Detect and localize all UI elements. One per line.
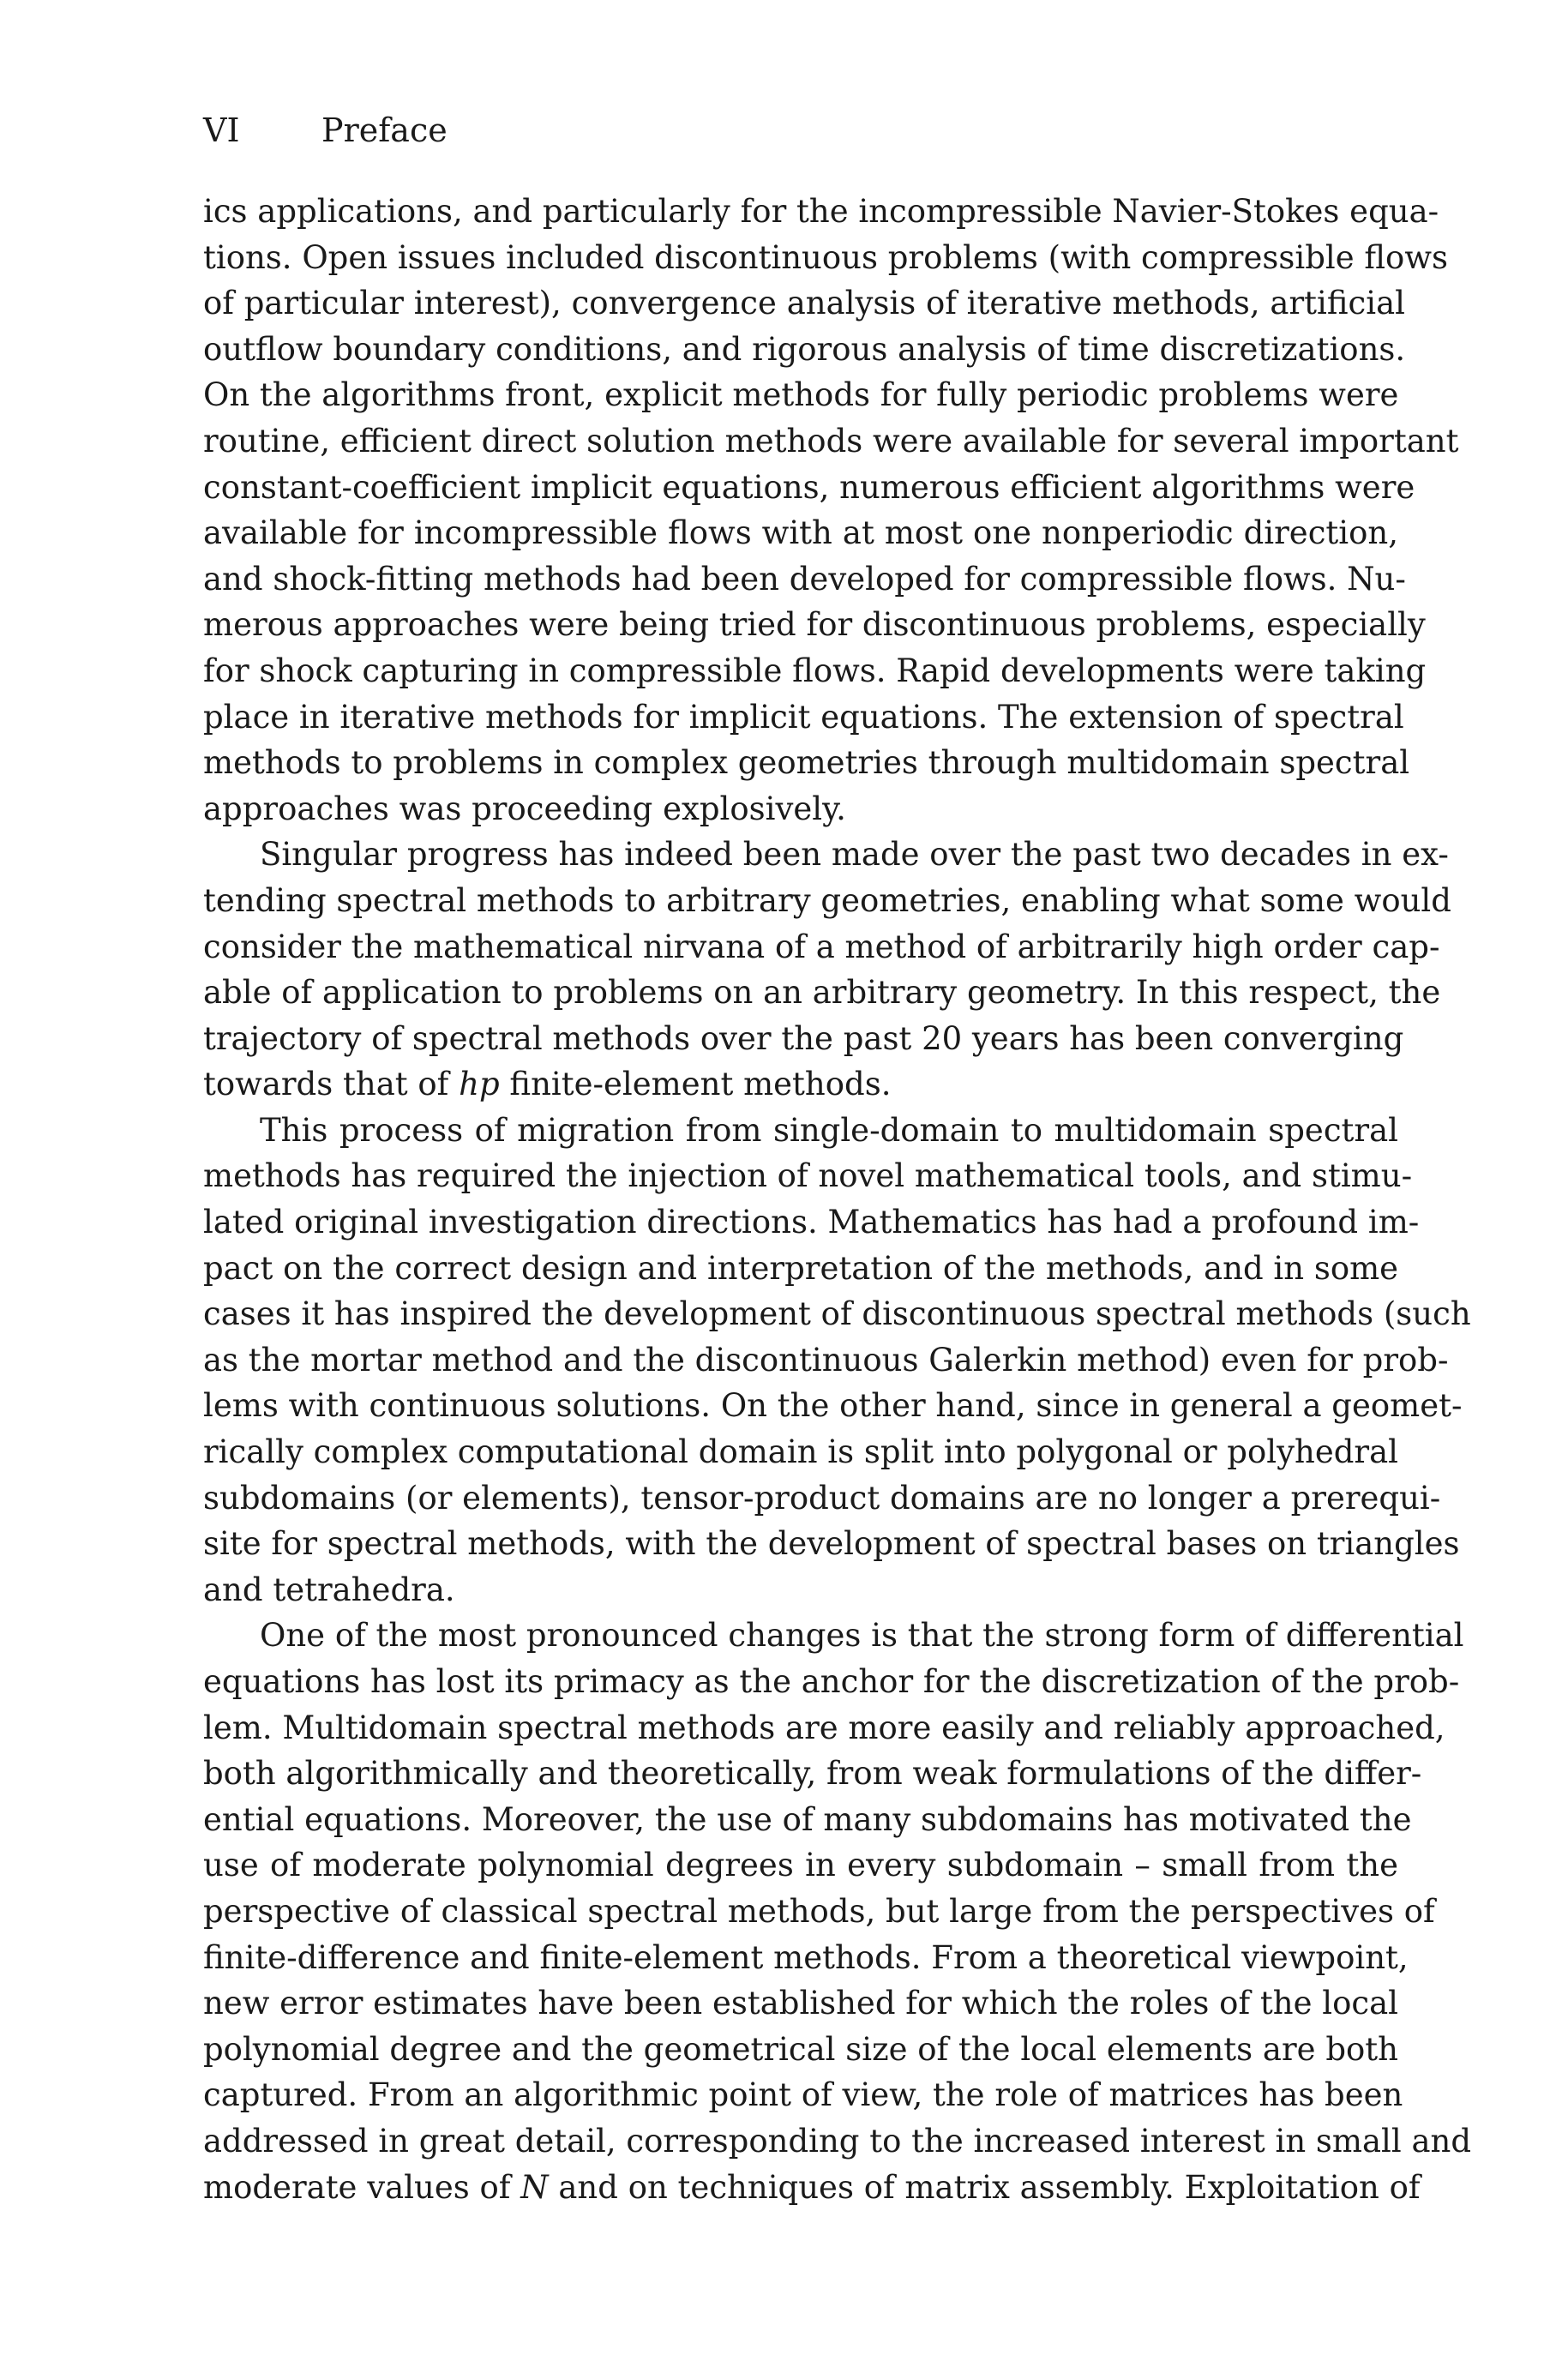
text-line: Singular progress has indeed been made over the past two decades in ex- xyxy=(260,836,1449,874)
text-line: consider the mathematical nirvana of a method of arbitrarily high order cap- xyxy=(203,928,1440,965)
text-line: site for spectral methods, with the development of spectral bases on triangles xyxy=(203,1525,1460,1563)
text-line: lem. Multidomain spectral methods are more easily and reliably approached, xyxy=(203,1709,1445,1746)
text-line: One of the most pronounced changes is that the strong form of differential xyxy=(260,1617,1464,1655)
text-line: as the mortar method and the discontinuous Galerkin method) even for prob- xyxy=(203,1341,1449,1379)
text-line: equations has lost its primacy as the anchor for the discretization of the prob- xyxy=(203,1663,1460,1700)
text-line: outflow boundary conditions, and rigorous analysis of time discretizations. xyxy=(203,330,1406,368)
text-line xyxy=(203,1061,1398,1108)
math-symbol-n: N xyxy=(520,2168,549,2206)
text-line: perspective of classical spectral methods, but large from the perspectives of xyxy=(203,1892,1435,1930)
running-title: Preface xyxy=(321,111,448,149)
text-line: pact on the correct design and interpretation of the methods, and in some xyxy=(203,1249,1399,1287)
text-line: and shock-fitting methods had been developed for compressible flows. Nu- xyxy=(203,560,1406,598)
text-line: cases it has inspired the development of discontinuous spectral methods (such xyxy=(203,1295,1471,1333)
text-line: tending spectral methods to arbitrary geometries, enabling what some would xyxy=(203,881,1451,919)
text-line: lated original investigation directions. Mathematics has had a profound im- xyxy=(203,1204,1420,1241)
text-line: tions. Open issues included discontinuous problems (with compressible flows xyxy=(203,238,1448,276)
text-line: use of moderate polynomial degrees in every subdomain – small from the xyxy=(203,1847,1398,1884)
text-line: able of application to problems on an arbitrary geometry. In this respect, the xyxy=(203,974,1441,1012)
running-head xyxy=(203,110,1403,151)
text-line: methods has required the injection of novel mathematical tools, and stimu- xyxy=(203,1157,1413,1195)
text-fragment: finite-element methods. xyxy=(499,1066,892,1103)
text-line: for shock capturing in compressible flows. Rapid developments were taking xyxy=(203,652,1427,689)
text-line: On the algorithms front, explicit methods for fully periodic problems were xyxy=(203,376,1399,414)
text-line: finite-difference and finite-element methods. From a theoretical viewpoint, xyxy=(203,1938,1409,1976)
text-line: constant-coefficient implicit equations, numerous efficient algorithms were xyxy=(203,468,1415,506)
text-line: merous approaches were being tried for discontinuous problems, especially xyxy=(203,606,1426,644)
text-line: rically complex computational domain is split into polygonal or polyhedral xyxy=(203,1433,1398,1471)
text-block xyxy=(203,189,1472,2210)
text-line: and tetrahedra. xyxy=(203,1571,455,1608)
page-number: VI xyxy=(203,111,240,149)
text-line: ential equations. Moreover, the use of many subdomains has motivated the xyxy=(203,1800,1412,1838)
text-line: lems with continuous solutions. On the other hand, since in general a geomet- xyxy=(203,1387,1463,1425)
text-line: This process of migration from single-domain to multidomain spectral xyxy=(260,1111,1398,1149)
text-line: methods to problems in complex geometries through multidomain spectral xyxy=(203,744,1410,782)
text-line: new error estimates have been established for which the roles of the local xyxy=(203,1985,1398,2022)
text-fragment: and on techniques of matrix assembly. Exploitation of xyxy=(548,2168,1421,2206)
text-line xyxy=(203,2165,1421,2211)
text-line: addressed in great detail, corresponding to the increased interest in small and xyxy=(203,2122,1472,2160)
text-fragment: towards that of xyxy=(203,1066,460,1103)
text-fragment: moderate values of xyxy=(203,2168,521,2206)
text-line: captured. From an algorithmic point of view, the role of matrices has been xyxy=(203,2076,1403,2114)
text-line: both algorithmically and theoretically, from weak formulations of the differ- xyxy=(203,1755,1422,1793)
text-line: available for incompressible flows with at most one nonperiodic direction, xyxy=(203,514,1398,552)
math-symbol-hp: hp xyxy=(459,1066,500,1103)
text-line: trajectory of spectral methods over the past 20 years has been converging xyxy=(203,1019,1404,1057)
text-line: place in iterative methods for implicit equations. The extension of spectral xyxy=(203,698,1404,736)
text-line: polynomial degree and the geometrical size of the local elements are both xyxy=(203,2030,1398,2068)
text-line: of particular interest), convergence analysis of iterative methods, artificial xyxy=(203,285,1406,322)
text-line: approaches was proceeding explosively. xyxy=(203,790,846,827)
text-line: routine, efficient direct solution methods were available for several important xyxy=(203,422,1459,460)
text-line: subdomains (or elements), tensor-product domains are no longer a prerequi- xyxy=(203,1479,1441,1517)
text-line: ics applications, and particularly for the incompressible Navier-Stokes equa- xyxy=(203,193,1439,230)
